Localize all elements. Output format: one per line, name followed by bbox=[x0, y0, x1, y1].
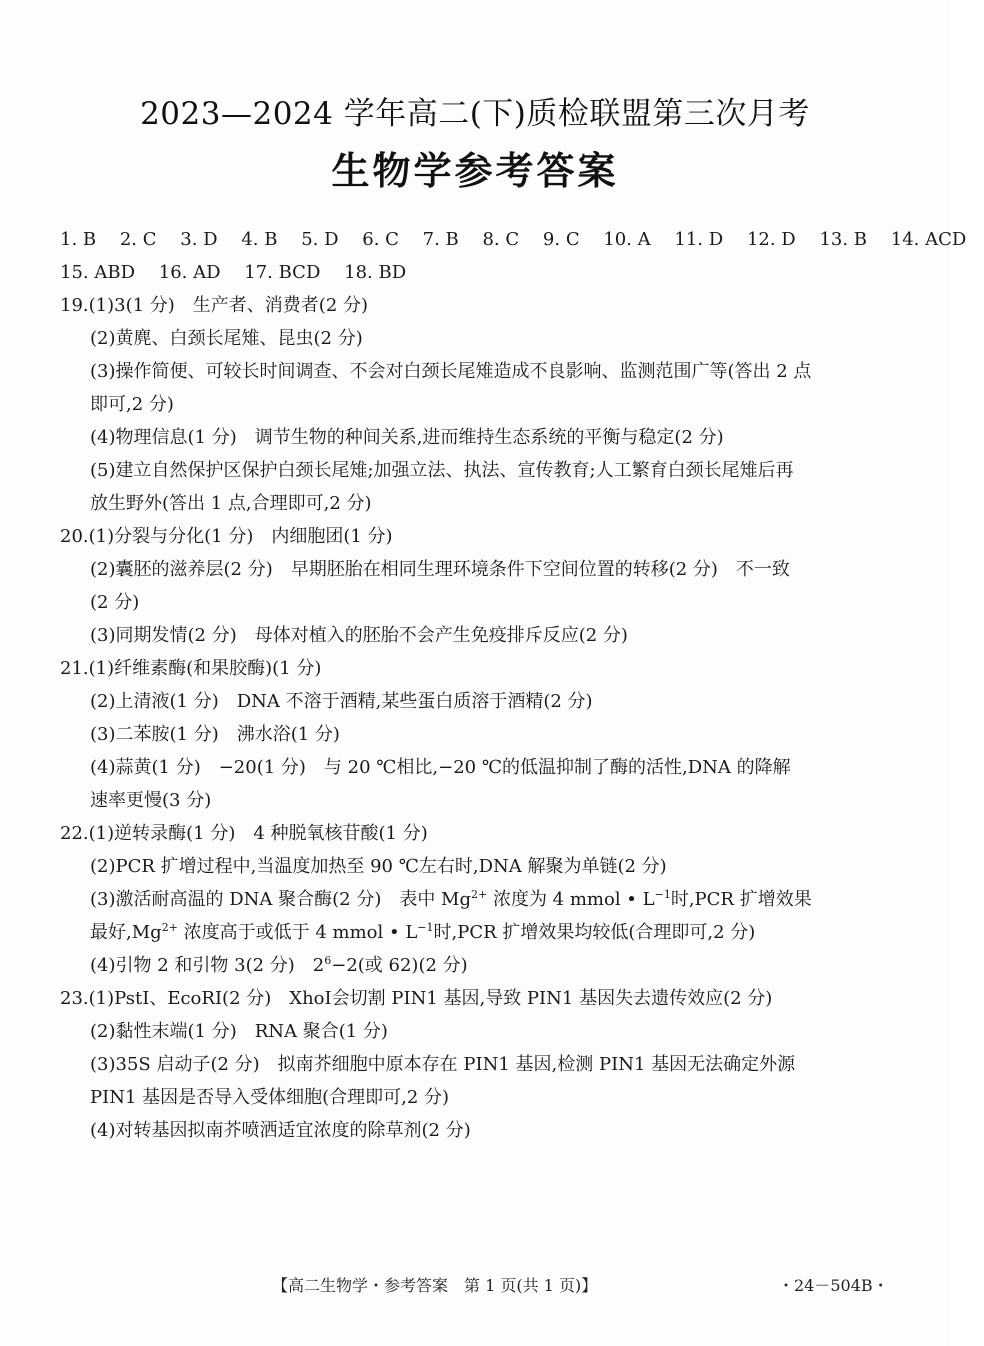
mc-answer: 4. B bbox=[241, 229, 278, 250]
q20-line: (2 分) bbox=[90, 592, 140, 613]
text-run: 时,PCR 扩增效果 bbox=[670, 889, 812, 910]
q20-line: 20.(1)分裂与分化(1 分) 内细胞团(1 分) bbox=[60, 526, 393, 547]
exam-title: 2023—2024 学年高二(下)质检联盟第三次月考 bbox=[140, 96, 810, 132]
mc-answer: 5. D bbox=[301, 229, 339, 250]
q22-line: 22.(1)逆转录酶(1 分) 4 种脱氧核苷酸(1 分) bbox=[60, 823, 428, 844]
text-run: −2(或 62)(2 分) bbox=[331, 955, 468, 976]
q20-line: (3)同期发情(2 分) 母体对植入的胚胎不会产生免疫排斥反应(2 分) bbox=[90, 625, 628, 646]
q23-line: (4)对转基因拟南芥喷洒适宜浓度的除草剂(2 分) bbox=[90, 1120, 471, 1141]
text-run: 浓度高于或低于 4 mmol • L bbox=[177, 922, 418, 943]
q22-line: (2)PCR 扩增过程中,当温度加热至 90 ℃左右时,DNA 解聚为单链(2 分) bbox=[90, 856, 667, 877]
mc-answer: 18. BD bbox=[344, 262, 407, 283]
q22-line bbox=[60, 916, 860, 949]
q21-line: (2)上清液(1 分) DNA 不溶于酒精,某些蛋白质溶于酒精(2 分) bbox=[90, 691, 593, 712]
q19-line: 放生野外(答出 1 点,合理即可,2 分) bbox=[90, 493, 372, 514]
q19-line: 即可,2 分) bbox=[90, 394, 174, 415]
text-run: 时,PCR 扩增效果均较低(合理即可,2 分) bbox=[433, 922, 756, 943]
q23-line: (3)35S 启动子(2 分) 拟南芥细胞中原本存在 PIN1 基因,检测 PIN1 基因无法确定外源 bbox=[90, 1054, 796, 1075]
superscript: −1 bbox=[654, 888, 671, 901]
q21-line: 21.(1)纤维素酶(和果胶酶)(1 分) bbox=[60, 658, 322, 679]
mc-answer: 13. B bbox=[819, 229, 868, 250]
q23-line: 23.(1)PstⅠ、EcoRⅠ(2 分) XhoⅠ会切割 PIN1 基因,导致 PIN1 基因失去遗传效应(2 分) bbox=[60, 988, 773, 1009]
q19-line: (4)物理信息(1 分) 调节生物的种间关系,进而维持生态系统的平衡与稳定(2 分) bbox=[90, 427, 724, 448]
footer-code: ・24－504B・ bbox=[778, 1276, 889, 1295]
mc-answer: 14. ACD bbox=[890, 229, 967, 250]
q20-line: (2)囊胚的滋养层(2 分) 早期胚胎在相同生理环境条件下空间位置的转移(2 分) 不一致 bbox=[90, 559, 790, 580]
page-title: 生物学参考答案 bbox=[331, 149, 619, 193]
q21-line: 速率更慢(3 分) bbox=[90, 790, 212, 811]
footer-page-info: 【高二生物学・参考答案 第 1 页(共 1 页)】 bbox=[272, 1276, 598, 1295]
q21-line: (4)蒜黄(1 分) −20(1 分) 与 20 ℃相比,−20 ℃的低温抑制了酶的活性,DNA 的降解 bbox=[90, 757, 791, 778]
mc-answers-row-2 bbox=[60, 256, 860, 289]
answer-content bbox=[60, 223, 967, 1147]
q21-line: (3)二苯胺(1 分) 沸水浴(1 分) bbox=[90, 724, 340, 745]
text-run: 最好,Mg bbox=[90, 922, 162, 943]
mc-answer: 9. C bbox=[542, 229, 580, 250]
q23-line: PIN1 基因是否导入受体细胞(合理即可,2 分) bbox=[90, 1087, 450, 1108]
mc-answers-row-1 bbox=[60, 223, 967, 256]
superscript: 2+ bbox=[161, 921, 178, 934]
mc-answer: 6. C bbox=[362, 229, 399, 250]
mc-answer: 16. AD bbox=[158, 262, 221, 283]
superscript: −1 bbox=[417, 921, 434, 934]
q19-line: 19.(1)3(1 分) 生产者、消费者(2 分) bbox=[60, 295, 369, 316]
superscript: 6 bbox=[324, 954, 332, 967]
text-run: (4)引物 2 和引物 3(2 分) 2 bbox=[90, 955, 325, 976]
mc-answer: 1. B bbox=[60, 229, 97, 250]
q22-line bbox=[60, 949, 860, 982]
q19-line: (3)操作简便、可较长时间调查、不会对白颈长尾雉造成不良影响、监测范围广等(答出 2 点 bbox=[90, 361, 812, 382]
mc-answer: 11. D bbox=[674, 229, 724, 250]
mc-answer: 8. C bbox=[482, 229, 520, 250]
superscript: 2+ bbox=[471, 888, 488, 901]
mc-answer: 10. A bbox=[603, 229, 651, 250]
mc-answer: 17. BCD bbox=[244, 262, 321, 283]
mc-answer: 3. D bbox=[180, 229, 218, 250]
q19-line: (2)黄麂、白颈长尾雉、昆虫(2 分) bbox=[90, 328, 363, 349]
mc-answer: 15. ABD bbox=[60, 262, 136, 283]
mc-answer: 7. B bbox=[422, 229, 459, 250]
q22-line bbox=[60, 883, 860, 916]
text-run: 浓度为 4 mmol • L bbox=[487, 889, 655, 910]
text-run: (3)激活耐高温的 DNA 聚合酶(2 分) 表中 Mg bbox=[90, 889, 472, 910]
q23-line: (2)黏性末端(1 分) RNA 聚合(1 分) bbox=[90, 1021, 388, 1042]
mc-answer: 12. D bbox=[746, 229, 796, 250]
q19-line: (5)建立自然保护区保护白颈长尾雉;加强立法、执法、宣传教育;人工繁育白颈长尾雉后再 bbox=[90, 460, 794, 481]
mc-answer: 2. C bbox=[119, 229, 157, 250]
